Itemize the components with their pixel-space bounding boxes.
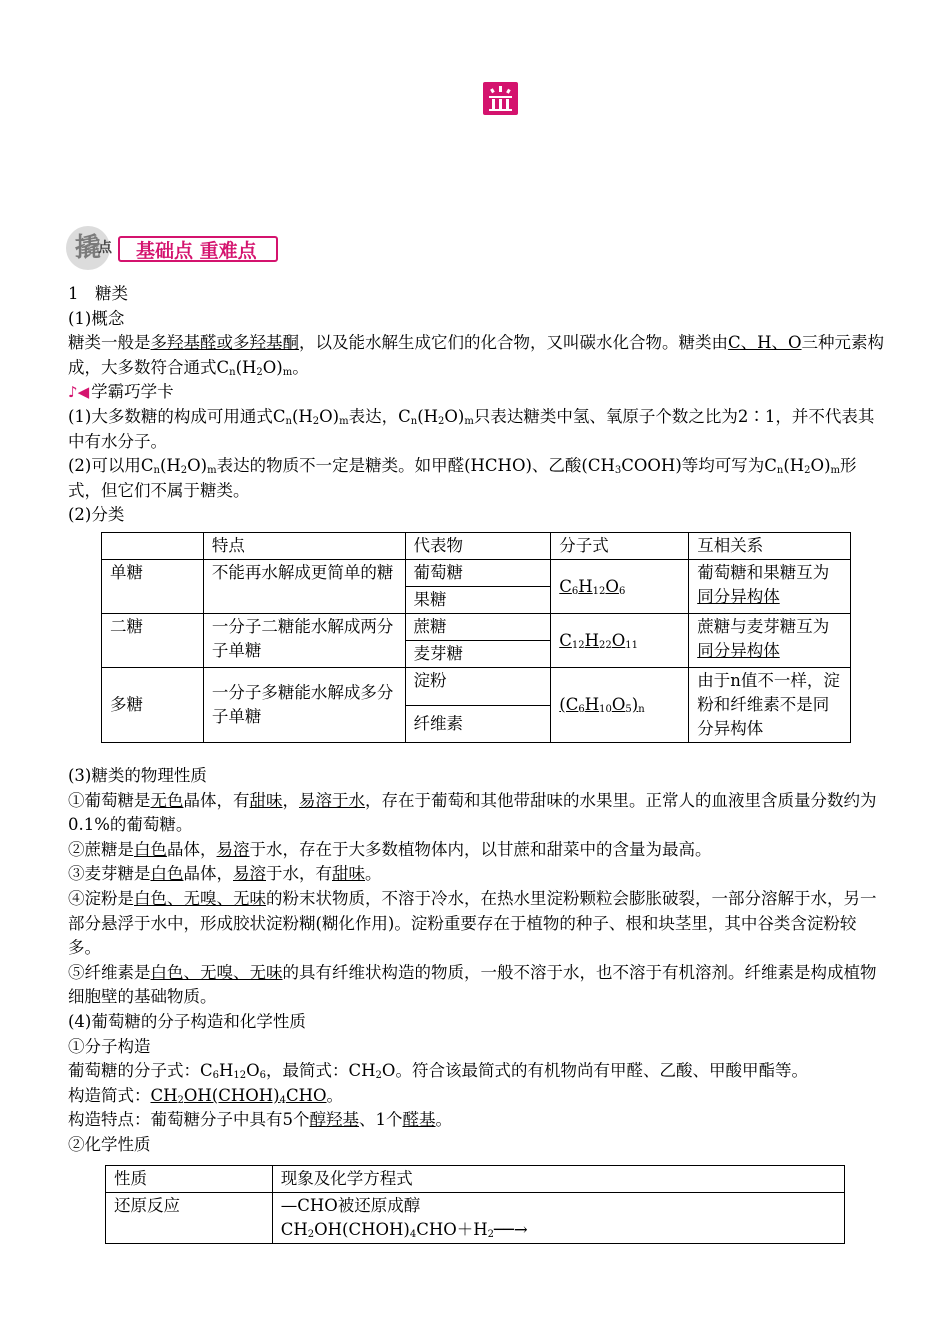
sugar-classification-table bbox=[101, 532, 851, 743]
rep-cell: 麦芽糖 bbox=[405, 641, 551, 668]
classification-label: (2)分类 bbox=[68, 505, 125, 525]
relation-cell: 由于n值不一样，淀粉和纤维素不是同分异构体 bbox=[689, 668, 851, 743]
study-card-item-1: (1)大多数糖的构成可用通式$C_n(H_2O)_m$表达，$C_n(H_2O)_m$只表达糖类中氢、氧原子个数之比为2∶1，并不代表其中有水分子。 bbox=[68, 406, 875, 451]
banner-title: 基础点 重难点 bbox=[118, 236, 278, 262]
physical-starch: ④淀粉是白色、无嗅、无味的粉末状物质，不溶于冷水，在热水里淀粉颗粒会膨胀破裂，一部分溶解于水，另一部分悬浮于水中，形成胶状淀粉糊(糊化作用)。淀粉重要存在于植物的种子、根和块茎里，其中谷类含淀粉较多。 bbox=[68, 888, 877, 958]
table-header-row: 特点 代表物 分子式 互相关系 bbox=[102, 533, 851, 560]
physical-properties-section bbox=[68, 764, 886, 1158]
chemical-label: ②化学性质 bbox=[68, 1134, 151, 1154]
banner-badge: 撬 点 bbox=[66, 226, 110, 270]
chemical-properties-table bbox=[105, 1165, 845, 1244]
physical-label: (3)糖类的物理性质 bbox=[68, 766, 207, 785]
relation-cell: 葡萄糖和果糖互为同分异构体 bbox=[689, 560, 851, 614]
category-cell: 二糖 bbox=[102, 614, 204, 668]
concept-label: (1)概念 bbox=[68, 308, 125, 328]
property-cell: 还原反应 bbox=[106, 1193, 273, 1244]
rep-cell: 纤维素 bbox=[405, 705, 551, 743]
category-cell: 单糖 bbox=[102, 560, 204, 614]
relation-cell: 蔗糖与麦芽糖互为同分异构体 bbox=[689, 614, 851, 668]
concept-paragraph: 糖类一般是多羟基醛或多羟基酮，以及能水解生成它们的化合物，又叫碳水化合物。糖类由C、H、O三种元素构成，大多数符合通式$C_n(H_2O)_m$。 bbox=[68, 333, 885, 378]
feature-cell: 一分子多糖能水解成多分子单糖 bbox=[203, 668, 405, 743]
structural-formula-line: 构造简式：$CH_2OH(CHOH)_4CHO$。 bbox=[68, 1085, 344, 1106]
table-row bbox=[102, 560, 851, 587]
physical-cellulose: ⑤纤维素是白色、无嗅、无味的具有纤维状构造的物质，一般不溶于水，也不溶于有机溶剂。纤维素是构成植物细胞壁的基础物质。 bbox=[68, 962, 877, 1007]
formula-cell: $C_{12}H_{22}O_{11}$ bbox=[551, 614, 689, 668]
study-card-title: ♪◀ 学霸巧学卡 bbox=[68, 380, 886, 405]
physical-maltose: ③麦芽糖是白色晶体，易溶于水，有甜味。 bbox=[68, 864, 382, 884]
category-cell: 多糖 bbox=[102, 668, 204, 743]
feature-cell: 一分子二糖能水解成两分子单糖 bbox=[203, 614, 405, 668]
feature-cell: 不能再水解成更简单的糖 bbox=[203, 560, 405, 614]
physical-glucose: ①葡萄糖是无色晶体，有甜味，易溶于水，存在于葡萄和其他带甜味的水果里。正常人的血液里含质量分数约为0.1%的葡萄糖。 bbox=[68, 790, 877, 835]
reaction-equation: $CH_2OH(CHOH)_4CHO+H_2──\to$ bbox=[280, 1220, 528, 1240]
glucose-formula-line: 葡萄糖的分子式：$C_6H_{12}O_6$，最简式：$CH_2O$。符合该最简式的有机物尚有甲醛、乙酸、甲酸甲酯等。 bbox=[68, 1061, 808, 1082]
structure-label: ①分子构造 bbox=[68, 1036, 151, 1056]
formula-cell: $C_6H_{12}O_6$ bbox=[551, 560, 689, 614]
rep-cell: 淀粉 bbox=[405, 668, 551, 706]
table-row bbox=[106, 1193, 845, 1244]
speaker-icon: ♪◀ bbox=[68, 383, 90, 402]
section-heading: 1 糖类 bbox=[68, 284, 128, 303]
rep-cell: 葡萄糖 bbox=[405, 560, 551, 587]
study-card-item-2: (2)可以用$C_n(H_2O)_m$表达的物质不一定是糖类。如甲醛(HCHO)、乙酸$(CH_3COOH)$等均可写为$C_n(H_2O)_m$形式，但它们不属于糖类。 bbox=[68, 456, 857, 500]
rep-cell: 果糖 bbox=[405, 587, 551, 614]
table-row bbox=[102, 614, 851, 641]
structure-feature-line: 构造特点：葡萄糖分子中具有5个醇羟基、1个醛基。 bbox=[68, 1110, 452, 1130]
school-logo-icon bbox=[483, 82, 518, 115]
rep-cell: 蔗糖 bbox=[405, 614, 551, 641]
formula-cell: $(C_6H_{10}O_5)_n$ bbox=[551, 668, 689, 743]
glucose-label: (4)葡萄糖的分子构造和化学性质 bbox=[68, 1011, 306, 1031]
table-header-row: 性质 现象及化学方程式 bbox=[106, 1166, 845, 1193]
physical-sucrose: ②蔗糖是白色晶体，易溶于水，存在于大多数植物体内，以甘蔗和甜菜中的含量为最高。 bbox=[68, 839, 712, 859]
sugar-section bbox=[68, 282, 886, 528]
reaction-cell: —CHO被还原成醇 $CH_2OH(CHOH)_4CHO+H_2──\to$ bbox=[272, 1193, 844, 1244]
table-row bbox=[102, 668, 851, 706]
